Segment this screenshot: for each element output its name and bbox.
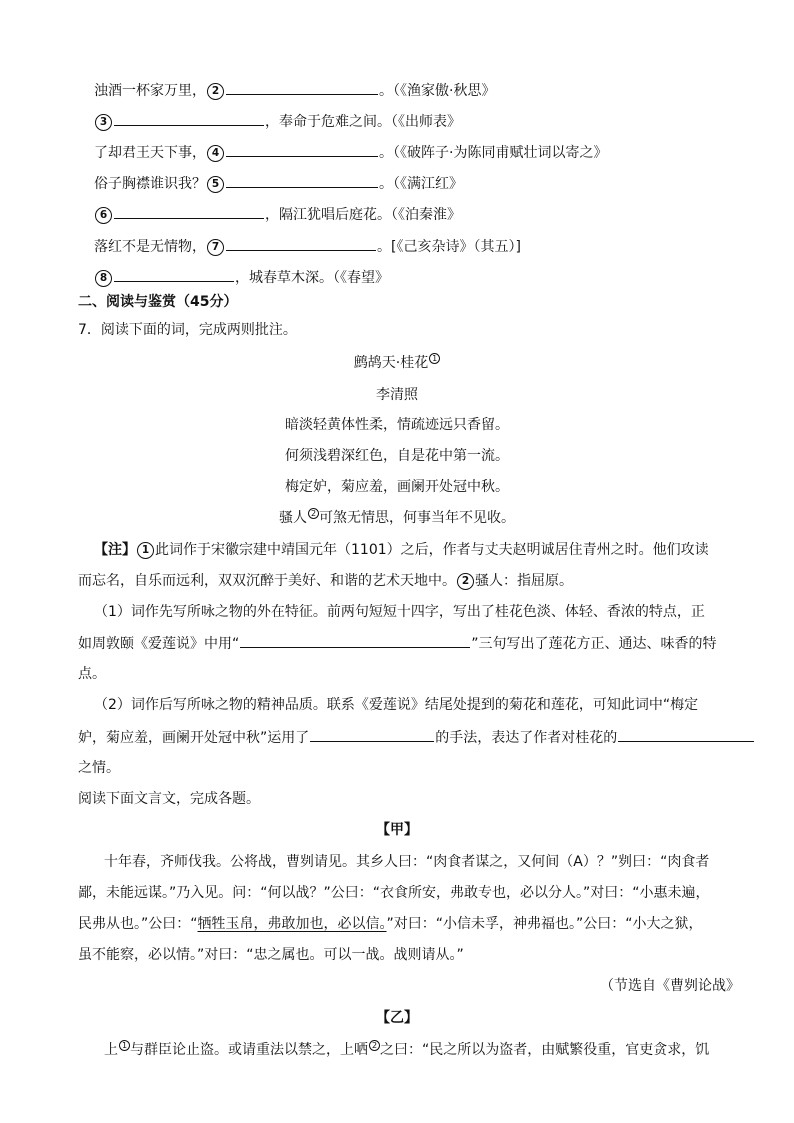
answer-blank[interactable]	[226, 236, 376, 251]
passage-jia-line: 虽不能察，必以情。”对曰：“忠之属也。可以一战。战则请从。”	[78, 947, 464, 963]
fill-line-4: 了却君王天下事， 4 。（《破阵子·为陈同甫赋壮词以寄之》	[94, 142, 607, 163]
circled-number: 3	[95, 114, 112, 131]
fill-line-8: 8 ，城春草木深。（《春望》	[94, 267, 389, 288]
sub-question-1-cont: 如周敦颐《爱莲说》中用“ ”三句写出了莲花方正、通达、味香的特	[78, 633, 717, 654]
fill-line-3: 3 ，奉命于危难之间。（《出师表》	[94, 111, 461, 132]
answer-blank[interactable]	[226, 173, 378, 188]
note-line-2: 而忘名，自乐而远利，双双沉醉于美好、和谐的艺术天地中。 2 骚人：指屈原。	[78, 573, 573, 589]
passage-jia-title: 【甲】	[376, 822, 418, 838]
circled-number: 4	[207, 145, 224, 162]
sub-question-2-end: 之情。	[78, 760, 120, 776]
answer-blank[interactable]	[240, 633, 470, 648]
note-marker: 1	[429, 353, 440, 364]
passage-jia-source: （节选自《曹刿论战》	[600, 978, 740, 994]
passage-yi-line: 上 1 与群臣论止盗。或请重法以禁之，上哂 2 之曰：“民之所以为盗者，由赋繁役重，官吏贪求，饥	[104, 1041, 710, 1058]
poem-line: 梅定妒，菊应羞，画阑开处冠中秋。	[285, 479, 509, 495]
passage-yi-title: 【乙】	[376, 1010, 418, 1026]
underlined-sentence: 牺牲玉帛，弗敢加也，必以信。	[197, 916, 387, 932]
fill-line-2: 浊酒一杯家万里， 2 。（《渔家傲·秋思》	[94, 80, 495, 101]
fill-line-5: 俗子胸襟谁识我？ 5 。（《满江红》	[94, 173, 463, 194]
classical-prompt: 阅读下面文言文，完成各题。	[78, 791, 260, 807]
answer-blank[interactable]	[114, 267, 234, 282]
sub-question-2-cont: 妒，菊应羞，画阑开处冠中秋”运用了 的手法，表达了作者对桂花的	[78, 727, 755, 748]
sub-question-1-end: 点。	[78, 666, 106, 682]
poem-line: 骚人 2 可煞无情思，何事当年不见收。	[279, 509, 515, 526]
note-line-1: 【注】 1 此词作于宋徽宗建中靖国元年（1101）之后，作者与丈夫赵明诚居住青州之时。他们攻读	[94, 542, 709, 558]
poem-line: 何须浅碧深红色，自是花中第一流。	[285, 448, 509, 464]
passage-jia-line: 鄙，未能远谋。”乃入见。问：“何以战？”公曰：“衣食所安，弗敢专也，必以分人。”对曰：“小惠未遍，	[78, 885, 710, 901]
poem-author: 李清照	[376, 387, 418, 403]
circled-number: 5	[207, 176, 224, 193]
answer-blank[interactable]	[226, 142, 378, 157]
circled-number: 2	[457, 573, 474, 590]
passage-jia-line: 民弗从也。”公曰：“牺牲玉帛，弗敢加也，必以信。”对曰：“小信未孚，神弗福也。”公曰：“小大之狱，	[78, 916, 703, 932]
answer-blank[interactable]	[310, 727, 434, 742]
fill-line-6: 6 ，隔江犹唱后庭花。（《泊秦淮》	[94, 204, 461, 225]
sub-question-1: （1）词作先写所咏之物的外在特征。前两句短短十四字，写出了桂花色淡、体轻、香浓的特点，正	[94, 604, 705, 620]
circled-number: 6	[95, 207, 112, 224]
circled-number: 7	[207, 239, 224, 256]
poem-title: 鹧鸪天·桂花 1	[0, 353, 794, 373]
answer-blank[interactable]	[114, 111, 264, 126]
answer-blank[interactable]	[618, 727, 754, 742]
section-title: 二、阅读与鉴赏（45分）	[78, 294, 238, 310]
poem-line: 暗淡轻黄体性柔，情疏迹远只香留。	[285, 417, 509, 433]
note-marker: 2	[308, 508, 319, 519]
answer-blank[interactable]	[114, 204, 264, 219]
circled-number: 8	[95, 270, 112, 287]
fill-line-7: 落红不是无情物， 7 。[《己亥杂诗》（其五）]	[94, 236, 521, 257]
passage-jia-line: 十年春，齐师伐我。公将战，曹刿请见。其乡人曰：“肉食者谋之，又何间（A）？”刿曰：“肉食者	[104, 854, 710, 870]
note-marker: 1	[119, 1040, 130, 1051]
answer-blank[interactable]	[226, 80, 378, 95]
circled-number: 2	[207, 83, 224, 100]
circled-number: 1	[137, 542, 154, 559]
note-marker: 2	[369, 1040, 380, 1051]
question-7-prompt: 7．阅读下面的词，完成两则批注。	[78, 322, 297, 338]
sub-question-2: （2）词作后写所咏之物的精神品质。联系《爱莲说》结尾处提到的菊花和莲花，可知此词中“梅定	[94, 697, 699, 713]
